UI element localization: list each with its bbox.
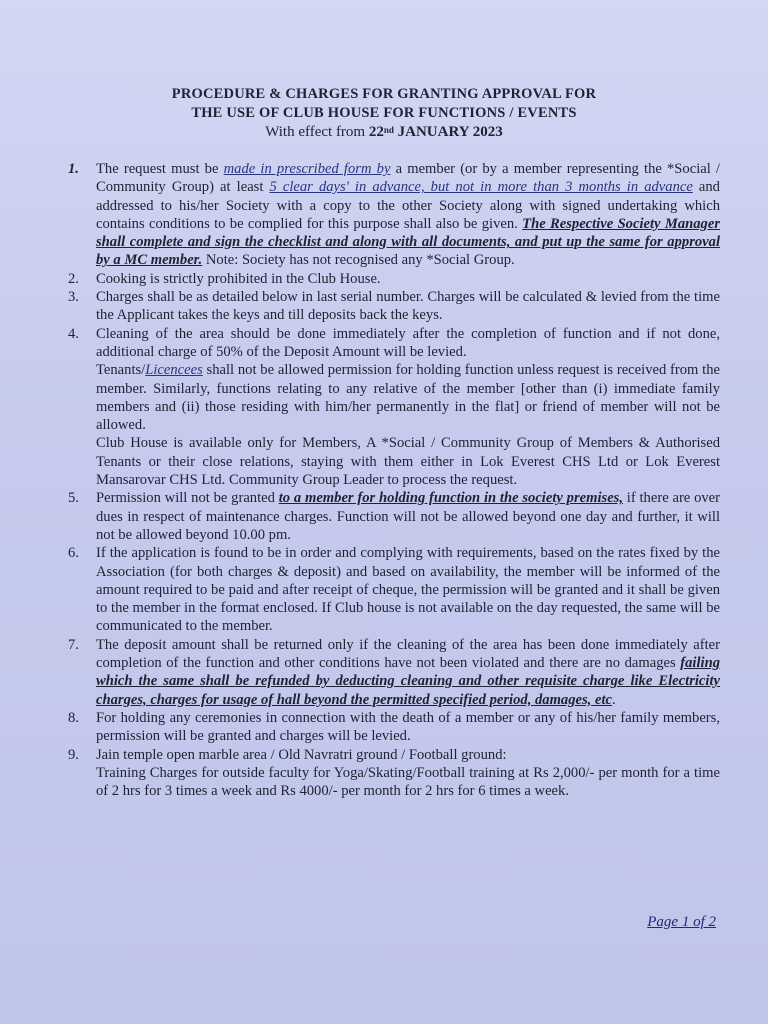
list-item-7 xyxy=(60,636,720,709)
document-header xyxy=(0,85,768,142)
item-text: Tenants/ xyxy=(96,362,146,379)
effective-month: JANUARY 2023 xyxy=(397,124,503,140)
title-line-2: THE USE OF CLUB HOUSE FOR FUNCTIONS / EVENTS xyxy=(191,105,577,121)
item-number: 4. xyxy=(68,325,79,342)
item-strong-emphasis: The Respective Society Manager shall complete and sign the checklist and along with all documents, and put up the same for approval by a MC member. xyxy=(96,215,720,269)
item-emphasis: made in prescribed form by xyxy=(223,161,391,177)
item-text: . xyxy=(612,691,616,708)
item-number: 5. xyxy=(68,490,79,507)
item-text: The deposit amount shall be returned only if the cleaning of the area has been done immediately after completion of the function and other conditions have not been violated and there are no damages xyxy=(96,636,720,672)
effective-prefix: With effect from xyxy=(265,124,369,140)
item-number: 6. xyxy=(68,545,79,562)
item-emphasis: Licencees xyxy=(145,362,203,379)
item-text: a member (or by a member representing the *Social / Community Group) at least xyxy=(96,161,720,196)
list-item-5 xyxy=(60,489,720,544)
item-text: and addressed to his/her Society with a copy to the other Society along with signed undertaking which contains conditions to be complied for this purpose shall also be given. xyxy=(96,179,720,232)
item-text: For holding any ceremonies in connection with the death of a member or any of his/her family members, permission will be granted and charges will be levied. xyxy=(96,709,720,745)
item-number: 3. xyxy=(68,289,79,306)
title-line-1: PROCEDURE & CHARGES FOR GRANTING APPROVAL FOR xyxy=(171,86,597,102)
list-item-6 xyxy=(60,544,720,635)
item-strong-emphasis: to a member for holding function in the society premises, xyxy=(278,490,623,507)
page-number: Page 1 of 2 xyxy=(647,914,716,930)
item-text: Permission will not be granted xyxy=(96,490,279,507)
item-number: 8. xyxy=(68,709,79,726)
item-text: If the application is found to be in order and complying with requirements, based on the rates fixed by the Association (for both charges & deposit) and based on availability, the member will be informed of the amount required to be paid and after receipt of cheque, the permission will be granted and it shall be given to the member in the format enclosed. If Club house is not available on the day requested, the same will be communicated to the member. xyxy=(96,545,720,635)
item-text: Jain temple open marble area / Old Navratri ground / Football ground: xyxy=(96,746,507,763)
item-number: 2. xyxy=(68,270,79,287)
list-item-9-para-2 xyxy=(60,764,720,801)
item-number: 1. xyxy=(68,161,79,177)
item-text: Club House is available only for Members, A *Social / Community Group of Members & Authorised Tenants or their close relations, staying with them either in Lok Everest CHS Ltd or Lok Everest Mansarovar CHS Ltd. Community Group Leader to process the request. xyxy=(96,435,720,489)
list-item-4-para-3 xyxy=(60,434,720,489)
list-item-2 xyxy=(60,270,720,288)
effective-date xyxy=(0,123,768,142)
item-text: Cleaning of the area should be done immediately after the completion of function and if not done, additional charge of 50% of the Deposit Amount will be levied. xyxy=(96,325,720,360)
list-item-4 xyxy=(60,325,720,362)
effective-day-suffix: nd xyxy=(383,125,394,135)
item-text: Cooking is strictly prohibited in the Club House. xyxy=(96,270,381,287)
item-text: Charges shall be as detailed below in last serial number. Charges will be calculated & levied from the time the Applicant takes the keys and till deposits back the keys. xyxy=(96,289,720,324)
document-body xyxy=(60,160,720,800)
list-item-3 xyxy=(60,288,720,325)
item-text: Training Charges for outside faculty for Yoga/Skating/Football training at Rs 2,000/- per month for a time of 2 hrs for 3 times a week and Rs 4000/- per month for 2 hrs for 6 times a week. xyxy=(96,764,720,800)
effective-day: 22 xyxy=(368,124,384,140)
item-strong-emphasis: failing which the same shall be refunded by deducting cleaning and other requisite charge like Electricity charges, charges for usage of hall beyond the permitted specified period, damages, etc xyxy=(96,655,720,708)
item-text: The request must be xyxy=(96,161,224,177)
item-text: if there are over dues in respect of maintenance charges. Function will not be allowed beyond one day and further, it will not be allowed beyond 10.00 pm. xyxy=(96,490,720,543)
item-number: 9. xyxy=(68,746,79,763)
item-note: Note: Society has not recognised any *Social Group. xyxy=(202,252,515,269)
list-item-9 xyxy=(60,746,720,764)
list-item-4-para-2 xyxy=(60,361,720,434)
item-number: 7. xyxy=(68,636,79,653)
item-emphasis: 5 clear days' in advance, but not in more than 3 months in advance xyxy=(269,179,693,196)
list-item-8 xyxy=(60,709,720,746)
list-item-1 xyxy=(60,160,720,270)
item-text: shall not be allowed permission for holding function unless request is received from the member. Similarly, functions relating to any relative of the member [other than (i) immediate family members and (ii) those residing with him/her permanently in the flat] or friend of member will not be allowed. xyxy=(96,362,720,434)
